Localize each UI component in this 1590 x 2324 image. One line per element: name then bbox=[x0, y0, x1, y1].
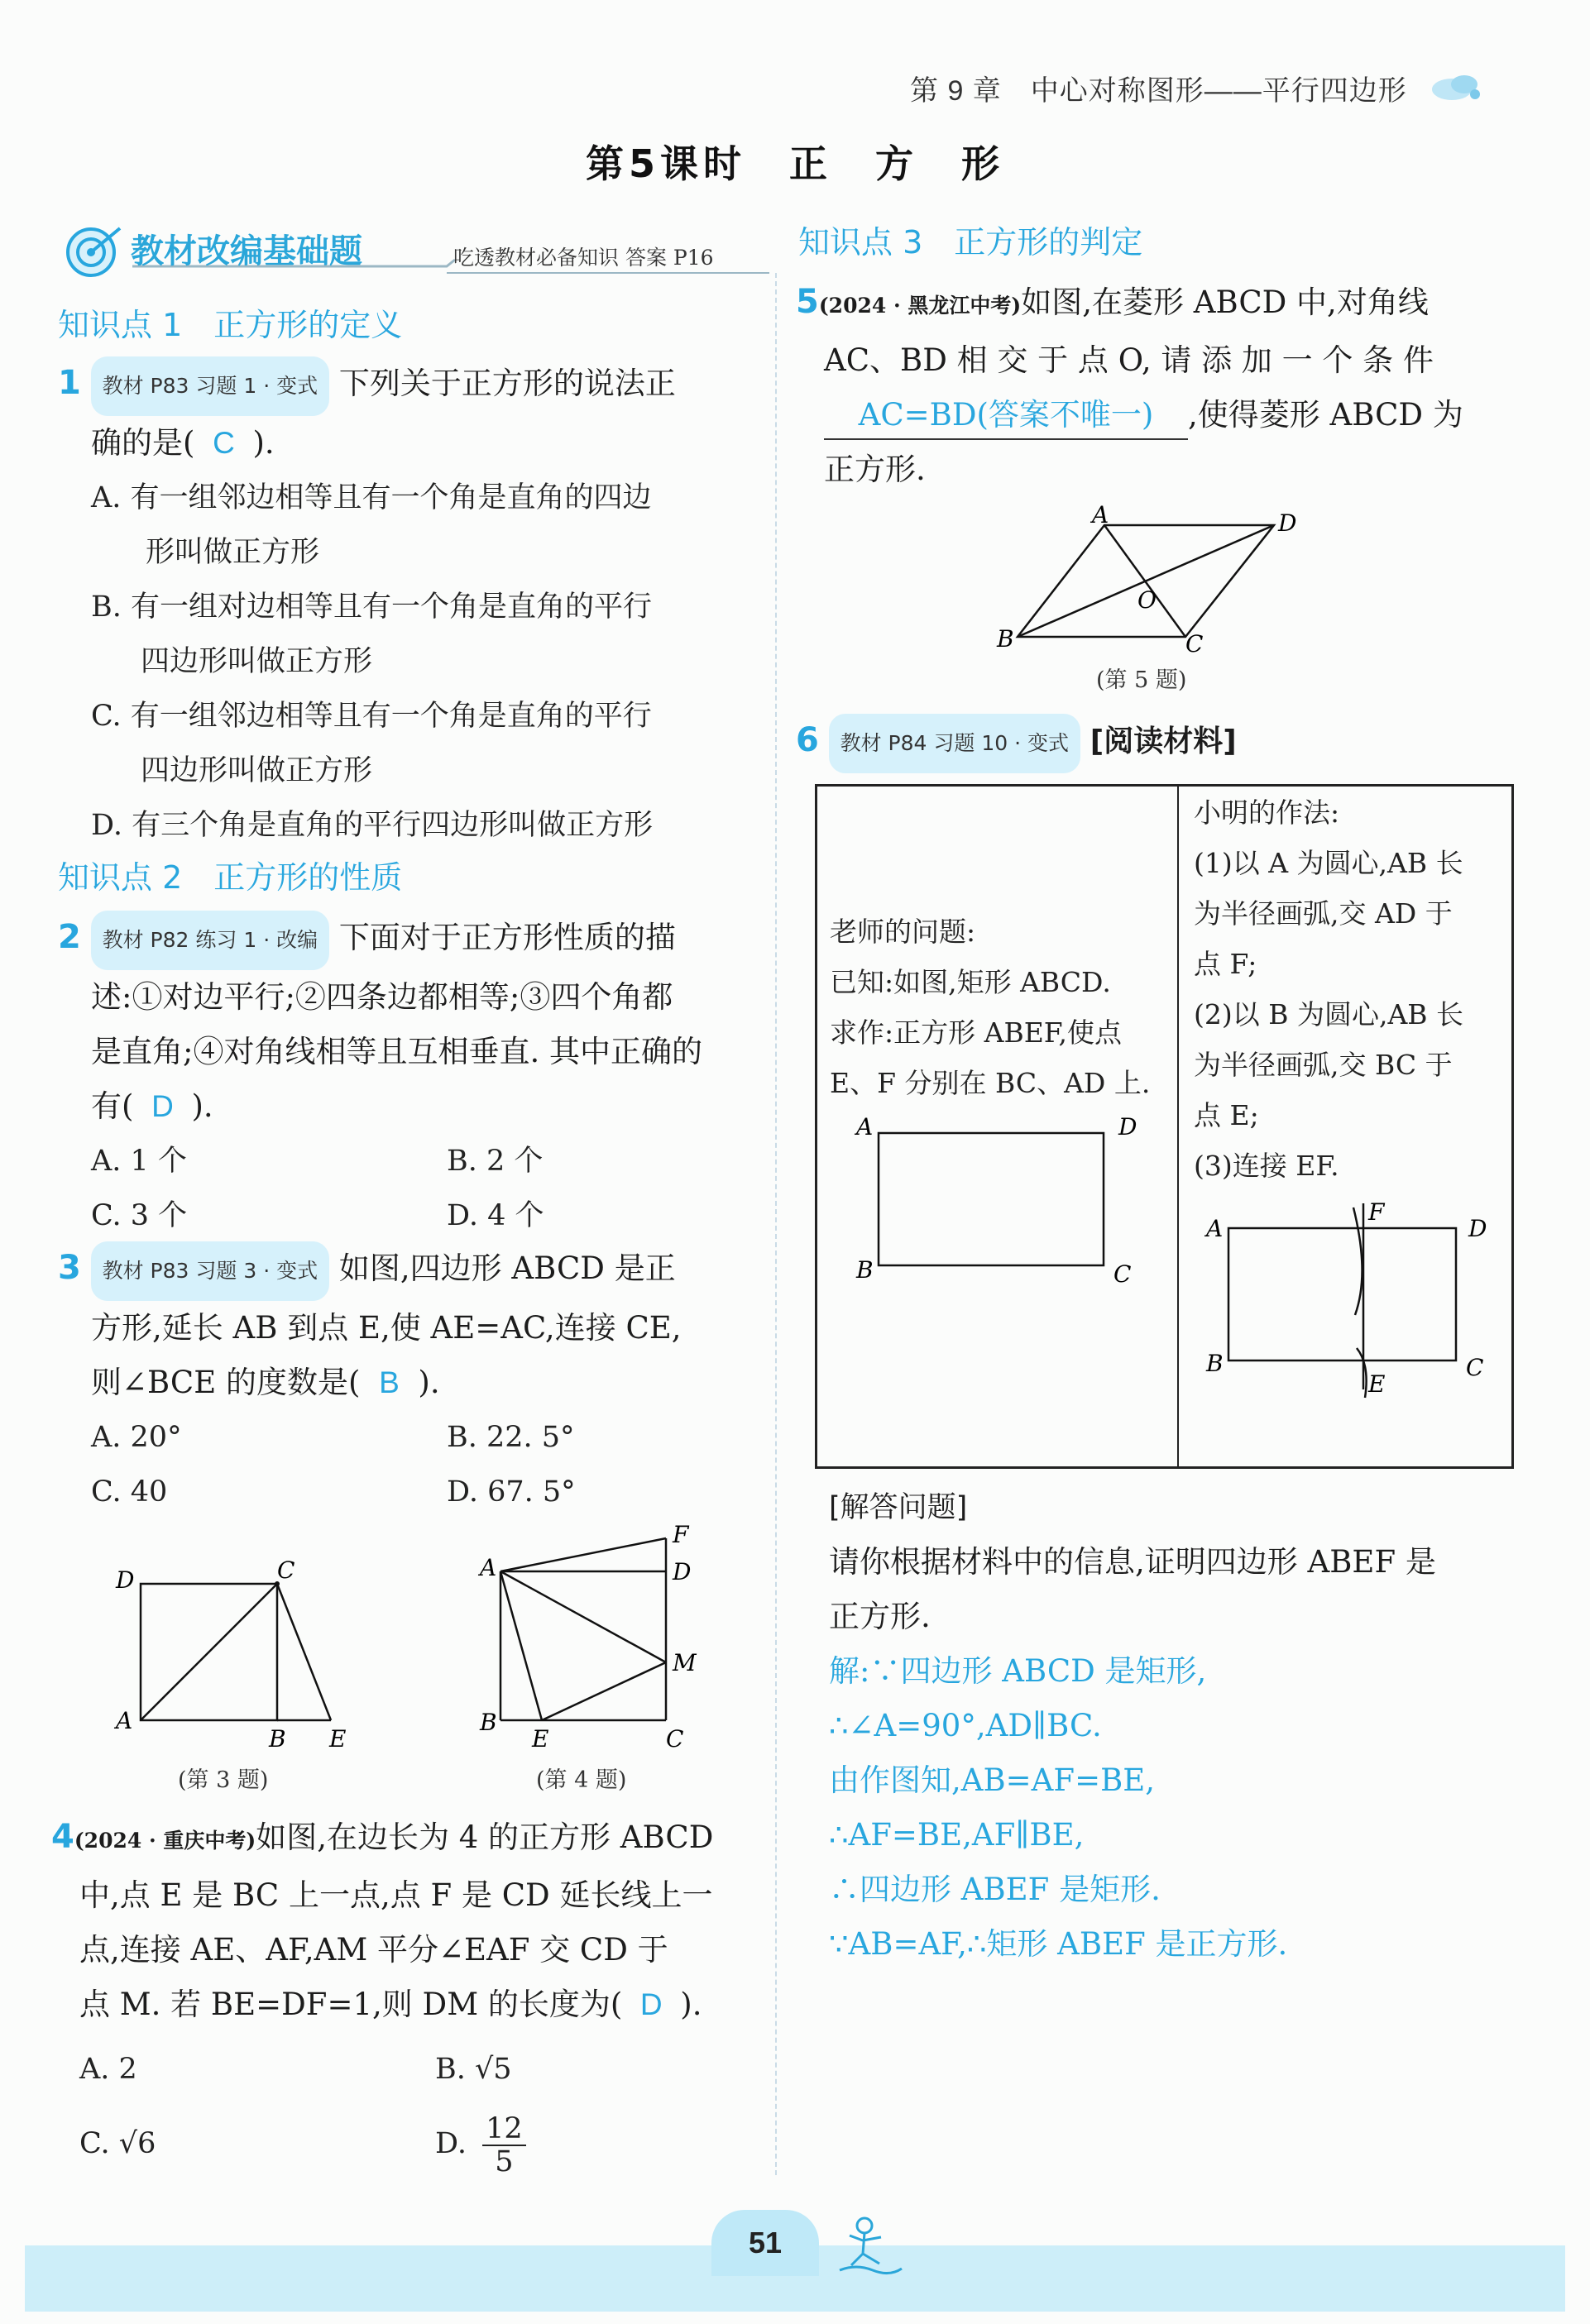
fraction-denominator: 5 bbox=[495, 2145, 514, 2178]
source-tag: 教材 P82 练习 1 · 改编 bbox=[91, 911, 329, 970]
question-text: 如图,在边长为 4 的正方形 ABCD bbox=[256, 1820, 714, 1855]
label-a: A bbox=[856, 1113, 874, 1140]
fraction bbox=[482, 2113, 526, 2178]
question-text: AC、BD 相 交 于 点 O, 请 添 加 一 个 条 件 bbox=[824, 342, 1434, 378]
arc-e bbox=[1357, 1348, 1367, 1398]
teacher-question bbox=[830, 906, 1150, 1108]
label-c: C bbox=[277, 1557, 295, 1584]
question-text: 中,点 E 是 BC 上一点,点 F 是 CD 延长线上一 bbox=[79, 1877, 713, 1913]
method-line: 小明的作法: bbox=[1194, 796, 1340, 829]
solution-line: 解:∵四边形 ABCD 是矩形, bbox=[829, 1653, 1207, 1689]
question-5 bbox=[796, 275, 1463, 497]
option-b: B. √5 bbox=[435, 2053, 512, 2086]
lesson-title: 第5课时 正 方 形 bbox=[585, 141, 1004, 186]
method-line: (1)以 A 为圆心,AB 长 bbox=[1194, 847, 1463, 879]
cloud-icon bbox=[1427, 66, 1485, 108]
teacher-line: 老师的问题: bbox=[830, 916, 976, 948]
source-tag: 教材 P84 习题 10 · 变式 bbox=[829, 714, 1080, 773]
label-e: E bbox=[1368, 1370, 1386, 1398]
question-text: 点 M. 若 BE=DF=1,则 DM 的长度为( bbox=[79, 1987, 623, 2022]
solution-line: ∴AF=BE,AF∥BE, bbox=[829, 1817, 1085, 1853]
label-b: B bbox=[1206, 1350, 1224, 1377]
question-text: ). bbox=[191, 1088, 213, 1124]
source-label: (2024 · 重庆中考) bbox=[74, 1829, 256, 1853]
method-line: (3)连接 EF. bbox=[1194, 1150, 1339, 1182]
chapter-header: 第 9 章 中心对称图形——平行四边形 bbox=[910, 75, 1407, 107]
question-text: 则∠BCE 的度数是( bbox=[91, 1364, 361, 1400]
segment-af bbox=[500, 1538, 666, 1571]
label-b: B bbox=[856, 1256, 874, 1284]
section-title: 教材改编基础题 bbox=[131, 232, 362, 270]
method-line: 点 F; bbox=[1194, 948, 1257, 980]
option-a: A. 2 bbox=[79, 2053, 137, 2086]
label-c: C bbox=[1185, 630, 1204, 653]
question-text: 方形,延长 AB 到点 E,使 AE=AC,连接 CE, bbox=[91, 1309, 682, 1346]
page-number: 51 bbox=[711, 2210, 819, 2276]
question-text: 如图,四边形 ABCD 是正 bbox=[338, 1250, 676, 1286]
method-line: 为半径画弧,交 AD 于 bbox=[1194, 897, 1453, 930]
question-text: 下列关于正方形的说法正 bbox=[338, 366, 676, 401]
solution-line: 由作图知,AB=AF=BE, bbox=[829, 1762, 1156, 1798]
segment-ce bbox=[277, 1584, 331, 1720]
solution-line: ∴∠A=90°,AD∥BC. bbox=[829, 1708, 1102, 1743]
option-d: D. 有三个角是直角的平行四边形叫做正方形 bbox=[91, 808, 654, 842]
section-subtitle: 吃透教材必备知识 答案 P16 bbox=[453, 246, 714, 270]
option-b: B. 2 个 bbox=[447, 1144, 544, 1178]
source-tag: 教材 P83 习题 1 · 变式 bbox=[91, 356, 329, 416]
question-text: ). bbox=[252, 424, 275, 461]
question-text: 点,连接 AE、AF,AM 平分∠EAF 交 CD 于 bbox=[79, 1932, 668, 1968]
option-a: A. 有一组邻边相等且有一个角是直角的四边 bbox=[91, 481, 652, 514]
figure-4-caption: (第 4 题) bbox=[536, 1767, 627, 1793]
label-m: M bbox=[673, 1649, 697, 1676]
question-number: 5 bbox=[796, 283, 819, 321]
method-line: 点 E; bbox=[1194, 1099, 1259, 1131]
label-b: B bbox=[480, 1709, 497, 1736]
source-tag: 教材 P83 习题 3 · 变式 bbox=[91, 1241, 329, 1301]
question-6-body bbox=[829, 1480, 1436, 1972]
label-d: D bbox=[116, 1566, 135, 1594]
teacher-line: 已知:如图,矩形 ABCD. bbox=[830, 966, 1111, 998]
question-number: 4 bbox=[51, 1818, 74, 1856]
label-d: D bbox=[673, 1558, 692, 1585]
question-text: 请你根据材料中的信息,证明四边形 ABEF 是 bbox=[829, 1544, 1436, 1580]
figure-3 bbox=[103, 1555, 376, 1753]
label-d: D bbox=[1468, 1215, 1487, 1242]
answer: B bbox=[379, 1365, 400, 1399]
question-1 bbox=[58, 356, 676, 853]
option-a: A. 20° bbox=[91, 1420, 182, 1454]
question-text: 如图,在菱形 ABCD 中,对角线 bbox=[1021, 285, 1429, 320]
segment-em bbox=[542, 1662, 666, 1720]
ming-method bbox=[1194, 787, 1463, 1191]
option-b: B. 22. 5° bbox=[447, 1420, 575, 1454]
segment-ae bbox=[500, 1571, 542, 1720]
figure-5 bbox=[989, 504, 1319, 653]
solution-line: ∴四边形 ABEF 是矩形. bbox=[829, 1872, 1161, 1907]
label-a: A bbox=[480, 1554, 497, 1581]
mascot-icon bbox=[831, 2212, 906, 2279]
option-d: D. 4 个 bbox=[447, 1198, 544, 1232]
teacher-line: E、F 分别在 BC、AD 上. bbox=[830, 1067, 1151, 1099]
label-c: C bbox=[666, 1725, 684, 1753]
question-text: 确的是( bbox=[91, 424, 195, 461]
answer: D bbox=[151, 1088, 174, 1123]
label-b: B bbox=[997, 625, 1014, 653]
question-text: ). bbox=[680, 1987, 702, 2022]
option-b-cont: 四边形叫做正方形 bbox=[141, 644, 373, 678]
label-a: A bbox=[1206, 1215, 1224, 1242]
label-f: F bbox=[1368, 1198, 1385, 1226]
label-a: A bbox=[1092, 504, 1109, 528]
label-d: D bbox=[1118, 1113, 1137, 1140]
diagonal-ac bbox=[141, 1584, 277, 1720]
method-line: 为半径画弧,交 BC 于 bbox=[1194, 1049, 1453, 1081]
label-e: E bbox=[329, 1725, 347, 1753]
teacher-line: 求作:正方形 ABEF,使点 bbox=[830, 1016, 1123, 1049]
figure-5-caption: (第 5 题) bbox=[1096, 667, 1187, 693]
question-text: 正方形. bbox=[824, 452, 926, 487]
question-number: 3 bbox=[58, 1249, 81, 1287]
figure-3-caption: (第 3 题) bbox=[178, 1767, 269, 1793]
source-label: (2024 · 黑龙江中考) bbox=[818, 294, 1022, 318]
rectangle-abcd bbox=[879, 1133, 1104, 1265]
label-o: O bbox=[1137, 586, 1157, 614]
solution-line: ∵AB=AF,∴矩形 ABEF 是正方形. bbox=[829, 1926, 1288, 1962]
question-text: ,使得菱形 ABCD 为 bbox=[1188, 397, 1463, 433]
option-a: A. 1 个 bbox=[91, 1144, 187, 1178]
option-c: C. 3 个 bbox=[91, 1198, 188, 1232]
question-number: 2 bbox=[58, 918, 81, 956]
option-c: C. 40 bbox=[91, 1475, 168, 1509]
box-divider bbox=[1177, 784, 1179, 1469]
option-a-cont: 形叫做正方形 bbox=[146, 535, 320, 569]
diagonal-bd bbox=[1018, 525, 1274, 637]
option-c-cont: 四边形叫做正方形 bbox=[141, 753, 373, 787]
segment-am bbox=[500, 1571, 666, 1662]
rectangle-abcd bbox=[1228, 1228, 1456, 1360]
answer: C bbox=[213, 425, 235, 460]
question-number: 6 bbox=[796, 721, 819, 759]
question-text: 有( bbox=[91, 1088, 134, 1124]
option-c: C. √6 bbox=[79, 2127, 156, 2160]
question-text: 正方形. bbox=[829, 1599, 931, 1634]
question-number: 1 bbox=[58, 364, 81, 402]
knowledge-point-2: 知识点 2 正方形的性质 bbox=[58, 859, 403, 896]
option-d: D. 67. 5° bbox=[447, 1475, 576, 1509]
knowledge-point-1: 知识点 1 正方形的定义 bbox=[58, 307, 403, 343]
question-3 bbox=[58, 1241, 682, 1519]
label-c: C bbox=[1466, 1354, 1484, 1381]
fraction-numerator: 12 bbox=[482, 2113, 526, 2146]
option-d: D. bbox=[435, 2127, 467, 2160]
question-text: 述:①对边平行;②四条边都相等;③四个角都 bbox=[91, 978, 673, 1015]
option-c: C. 有一组邻边相等且有一个角是直角的平行 bbox=[91, 699, 652, 733]
question-2 bbox=[58, 910, 702, 1243]
label-a: A bbox=[116, 1707, 133, 1734]
label-e: E bbox=[532, 1725, 549, 1753]
reading-material-label: [阅读材料] bbox=[1090, 724, 1237, 758]
label-f: F bbox=[673, 1521, 689, 1548]
knowledge-point-3: 知识点 3 正方形的判定 bbox=[798, 224, 1143, 261]
figure-4 bbox=[467, 1513, 707, 1762]
arc-f bbox=[1353, 1207, 1363, 1315]
label-d: D bbox=[1278, 509, 1297, 537]
figure-6-rectangle bbox=[844, 1108, 1158, 1298]
answer-blank: AC=BD(答案不唯一) bbox=[824, 392, 1188, 440]
question-4 bbox=[51, 1810, 713, 2181]
label-c: C bbox=[1113, 1260, 1132, 1288]
question-text: 是直角;④对角线相等且互相垂直. 其中正确的 bbox=[91, 1033, 702, 1069]
answer-question-label: [解答问题] bbox=[829, 1491, 968, 1524]
figure-6-construction bbox=[1191, 1191, 1510, 1414]
method-line: (2)以 B 为圆心,AB 长 bbox=[1194, 998, 1464, 1030]
question-text: ). bbox=[418, 1364, 440, 1400]
label-b: B bbox=[269, 1725, 286, 1753]
question-text: 下面对于正方形性质的描 bbox=[338, 920, 676, 955]
question-6-header bbox=[796, 713, 1237, 773]
answer: D bbox=[639, 1987, 663, 2021]
option-b: B. 有一组对边相等且有一个角是直角的平行 bbox=[91, 590, 652, 624]
column-separator bbox=[775, 273, 777, 2175]
